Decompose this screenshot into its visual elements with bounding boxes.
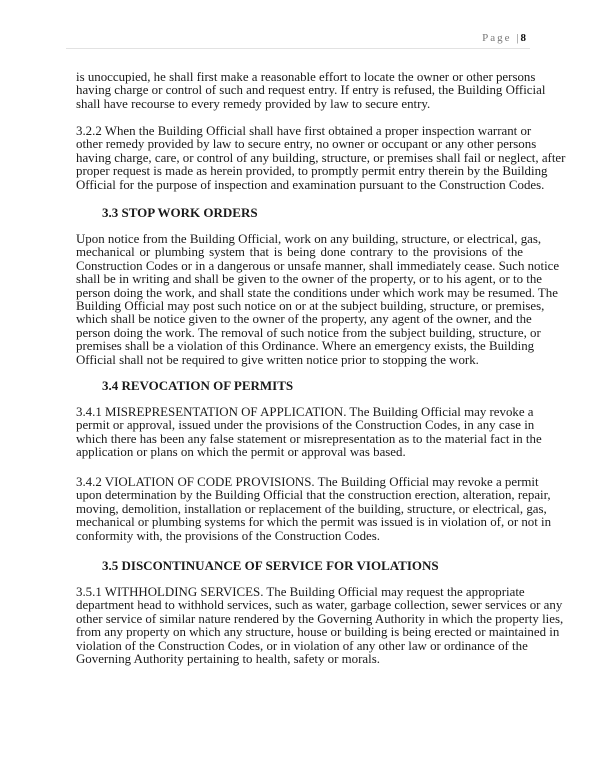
text-line: which shall be notice given to the owner of the property, any agent of the owner, and the <box>76 312 532 327</box>
text-line: Governing Authority pertaining to health, safety or morals. <box>76 652 380 667</box>
text-line: 3.5.1 WITHHOLDING SERVICES. The Building Official may request the appropriate <box>76 585 525 599</box>
text-line: having charge or control of such and request entry. If entry is refused, the Building Official <box>76 83 546 98</box>
text-line: proper request is made as herein provided, to promptly permit entry therein by the Building <box>76 164 548 179</box>
text-line: which there has been any false statement or misrepresentation as to the material fact in the <box>76 431 542 446</box>
text-line: conformity with, the provisions of the Construction Codes. <box>76 528 380 543</box>
text-line: other service of similar nature rendered by the Governing Authority in which the property lies, <box>76 611 564 626</box>
text-line: department head to withhold services, such as water, garbage collection, sewer services or any <box>76 598 563 613</box>
text-line: permit or approval, issued under the provisions of the Construction Codes, in any case in <box>76 418 535 433</box>
text-line: 3.4.2 VIOLATION OF CODE PROVISIONS. The Building Official may revoke a permit <box>76 475 539 489</box>
text-line: shall be in writing and shall be given to the owner of the property, or to his agent, or to the <box>76 272 542 287</box>
text-line: is unoccupied, he shall first make a reasonable effort to locate the owner or other persons <box>76 70 536 84</box>
paragraph-3-4-2 <box>76 475 552 543</box>
text-line: person doing the work. The removal of such notice from the subject building, structure, or <box>76 325 541 340</box>
paragraph-3-2-2 <box>76 124 566 192</box>
text-line: Official for the purpose of inspection and examination pursuant to the Construction Codes. <box>76 177 545 192</box>
text-line: mechanical or plumbing systems for which the permit was issued is in violation of, or not in <box>76 515 552 530</box>
text-line: having charge, care, or control of any building, structure, or premises shall fail or neglect, after <box>76 150 566 165</box>
heading-3-4: 3.4 REVOCATION OF PERMITS <box>102 378 294 393</box>
page-label: Page <box>482 32 512 44</box>
page-header: Page |8 <box>482 32 526 44</box>
text-line: moving, demolition, installation or replacement of the building, structure, or electrical, gas, <box>76 501 547 516</box>
paragraph-3-5-1 <box>76 585 564 667</box>
paragraph-3-3 <box>76 232 560 367</box>
paragraph-continuation <box>76 70 546 111</box>
text-line: person doing the work, and shall state the conditions under which work may be resumed. The <box>76 285 558 300</box>
page-number: 8 <box>520 32 526 44</box>
text-line: Building Official may post such notice on or at the subject building, structure, or premises, <box>76 299 545 314</box>
text-line: upon determination by the Building Official that the construction erection, alteration, repair, <box>76 488 551 503</box>
text-line: shall have recourse to every remedy provided by law to secure entry. <box>76 96 431 111</box>
text-line: mechanical or plumbing system that is being done contrary to the provisions of the <box>76 245 523 260</box>
text-line: 3.4.1 MISREPRESENTATION OF APPLICATION. The Building Official may revoke a <box>76 405 534 419</box>
paragraph-3-4-1 <box>76 405 542 460</box>
text-line: Upon notice from the Building Official, work on any building, structure, or electrical, gas, <box>76 232 542 246</box>
text-line: violation of the Construction Codes, or in violation of any other law or ordinance of the <box>76 638 528 653</box>
text-line: application or plans on which the permit or approval was based. <box>76 445 406 460</box>
text-line: Construction Codes or in a dangerous or unsafe manner, shall immediately cease. Such notice <box>76 258 560 273</box>
text-line: from any property on which any structure, house or building is being erected or maintained in <box>76 625 560 640</box>
text-line: premises shall be a violation of this Ordinance. Where an emergency exists, the Building <box>76 339 535 354</box>
text-line: 3.2.2 When the Building Official shall have first obtained a proper inspection warrant or <box>76 124 532 138</box>
text-line: Official shall not be required to give written notice prior to stopping the work. <box>76 352 479 367</box>
header-rule <box>66 48 530 49</box>
heading-3-3: 3.3 STOP WORK ORDERS <box>102 205 258 220</box>
heading-3-5: 3.5 DISCONTINUANCE OF SERVICE FOR VIOLATIONS <box>102 558 439 573</box>
text-line: other remedy provided by law to secure entry, no owner or occupant or any other persons <box>76 137 537 152</box>
